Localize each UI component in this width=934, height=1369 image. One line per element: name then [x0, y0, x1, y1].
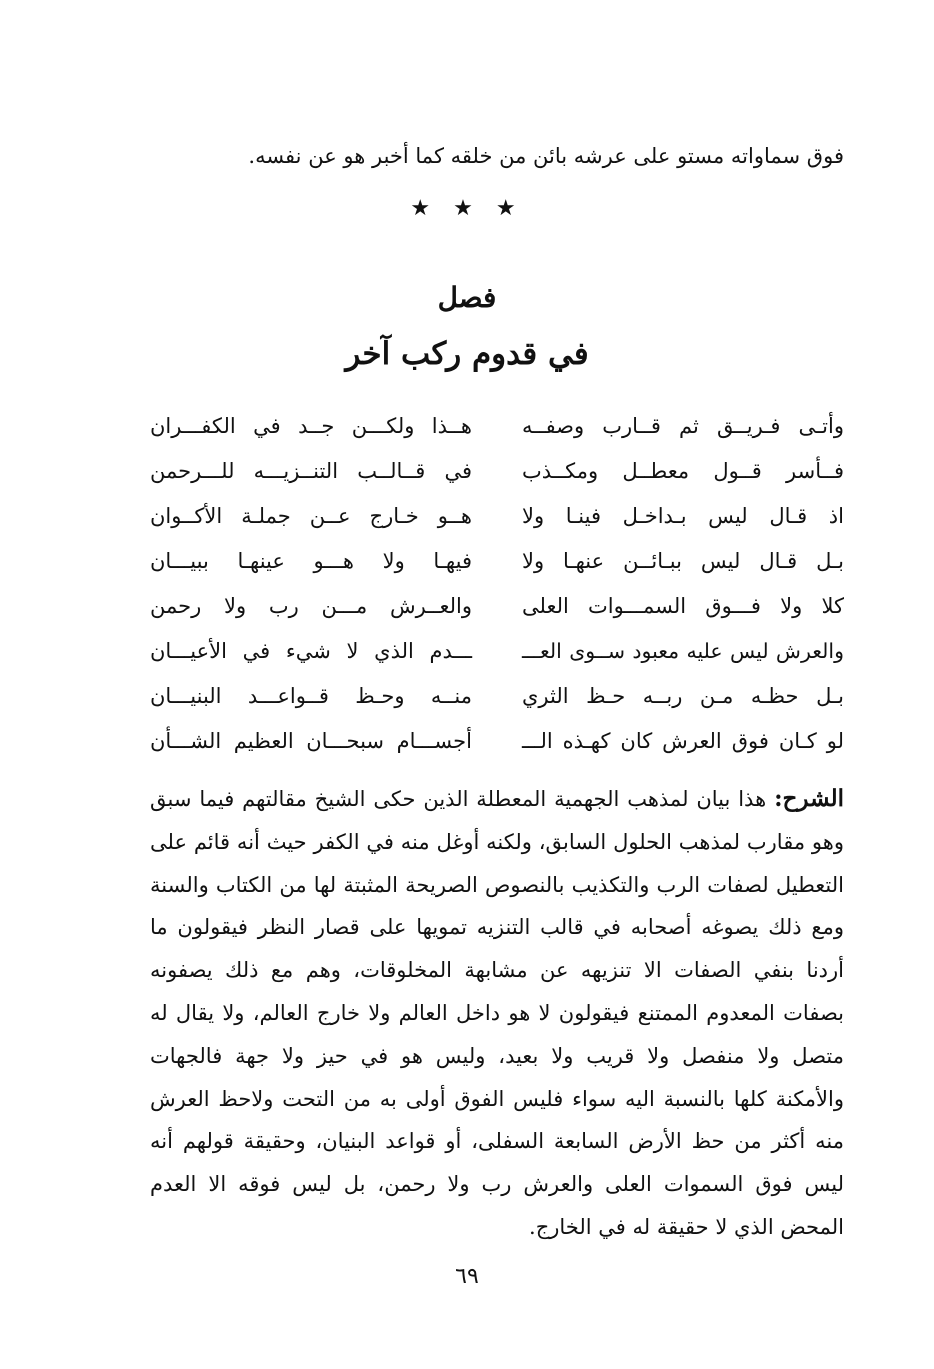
poem-verse: [150, 540, 844, 585]
page-number: ٦٩: [455, 1264, 479, 1289]
commentary-line: منه أكثر من حظ الأرض السابعة السفلى، أو قواعد البنيان، وحقيقة قولهم أنه: [150, 1129, 844, 1154]
verse-first-hemistich: وأتـى فـريــق ثم قــارب وصفــه: [522, 414, 844, 438]
verse-second-hemistich: هــو خـارج عــن جملـة الأكــوان: [150, 504, 472, 528]
verse-second-hemistich: في قــالــب التنــزيـــه للـــرحمن: [150, 459, 472, 483]
poem-verse: [150, 585, 844, 630]
verse-first-hemistich: والعرش ليس عليه معبود ســوى العـــ: [522, 639, 844, 663]
chapter-subheading: في قدوم ركب آخر: [345, 336, 589, 372]
verse-first-hemistich: لو كـان فوق العرش كان كهـذه الـــ: [522, 729, 844, 753]
commentary-line: التعطيل لصفات الرب والتكذيب بالنصوص الصريحة المثبتة لها من الكتاب والسنة: [150, 872, 844, 897]
commentary-line: أردنا بنفي الصفات الا تنزيهه عن مشابهة المخلوقات، وهم مع ذلك يصفونه: [150, 958, 844, 983]
commentary-line: متصل ولا منفصل ولا قريب ولا بعيد، وليس هو في حيز ولا جهة فالجهات: [150, 1043, 844, 1068]
commentary-line: بصفات المعدوم الممتنع فيقولون لا هو داخل العالم ولا خارج العالم، ولا يقال له: [150, 1000, 844, 1025]
verse-second-hemistich: فيهـا ولا هـــو عينهـا ببيـــان: [150, 549, 472, 573]
verse-second-hemistich: والعــرش مـــن رب ولا رحمن: [150, 594, 472, 618]
poem-verse: [150, 450, 844, 495]
verse-first-hemistich: بـل قـال ليس ببـائــن عنهـا ولا: [522, 549, 844, 573]
poem-verse: [150, 405, 844, 450]
intro-line: فوق سماواته مستو على عرشه بائن من خلقه كما أخبر هو عن نفسه.: [248, 144, 844, 168]
section-separator: ★ ★ ★: [410, 196, 524, 221]
commentary-line: ومع ذلك يصوغه أصحابه في قالب التنزيه تمويها على قصار النظر فيقولون ما: [150, 915, 844, 940]
verse-first-hemistich: فــأسر قــول معطــل ومكــذب: [522, 459, 844, 483]
commentary-line: والأمكنة كلها بالنسبة اليه سواء فليس الفوق أولى به من التحت ولاحظ العرش: [150, 1086, 844, 1111]
verse-second-hemistich: منــه وحـظ قــواعـــد البنيـــان: [150, 684, 472, 708]
commentary-line: المحض الذي لا حقيقة له في الخارج.: [529, 1214, 844, 1239]
commentary-line: وهو مقارب لمذهب الحلول السابق، ولكنه أوغل منه في الكفر حيث أنه قائم على: [150, 829, 844, 854]
poem-verse: [150, 720, 844, 765]
chapter-heading: فصل: [437, 281, 497, 314]
commentary-first-line-text: هذا بيان لمذهب الجهمية المعطلة الذين حكى الشيخ مقالتهم فيما سبق: [150, 787, 767, 811]
commentary-label: الشرح:: [774, 785, 845, 812]
verse-second-hemistich: هــذا ولكـــن جــد في الكفـــران: [150, 414, 472, 438]
commentary-line: [150, 778, 844, 821]
verse-first-hemistich: بـل حظـه مـن ربــه حـظ الثري: [522, 684, 844, 708]
commentary: [150, 778, 844, 1249]
commentary-line: ليس فوق السموات العلى والعرش رب ولا رحمن، بل ليس فوقه الا العدم: [150, 1172, 844, 1197]
verse-first-hemistich: اذ قـال ليس بـداخـل فينـا ولا: [522, 504, 844, 528]
verse-second-hemistich: أجســـام سبحـــان العظيم الشـــأن: [150, 729, 472, 753]
verse-first-hemistich: كلا ولا فـــوق السمـــوات العلى: [522, 594, 844, 618]
poem-verse: [150, 675, 844, 720]
verse-second-hemistich: ـــدم الذي لا شيء في الأعيـــان: [150, 639, 472, 663]
poem-verse: [150, 630, 844, 675]
poem-verse: [150, 495, 844, 540]
poem: [150, 405, 844, 765]
